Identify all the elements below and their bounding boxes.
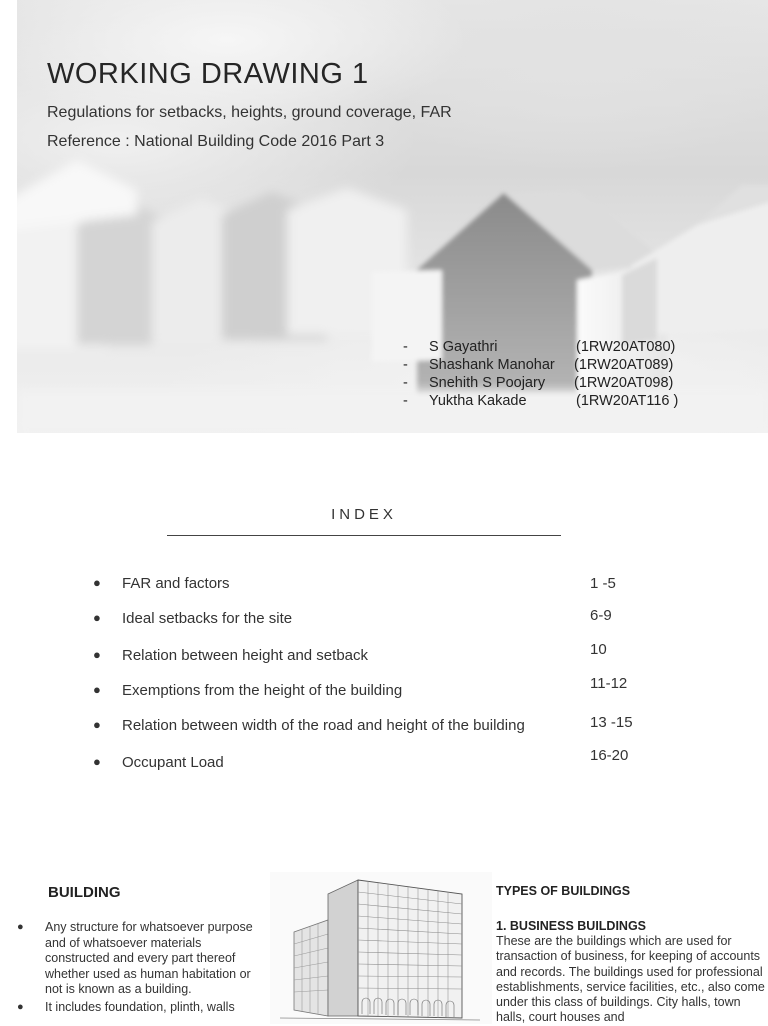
index-item-label: Relation between height and setback: [122, 647, 369, 664]
definition-text: Any structure for whatsoever purpose and of whatsoever materials constructed and every part thereof whether used as human habitation or not is known as a building.: [45, 920, 253, 996]
page-title: WORKING DRAWING 1: [47, 58, 369, 90]
bullet-icon: ●: [93, 682, 101, 697]
index-item-label: Exemptions from the height of the building: [122, 682, 403, 699]
list-item: [0, 920, 268, 998]
index-item-pages: 1 -5: [590, 575, 616, 592]
list-dash: -: [403, 357, 408, 373]
building-heading: BUILDING: [48, 884, 121, 901]
index-item-label: FAR and factors: [122, 575, 230, 592]
definition-text: It includes foundation, plinth, walls: [45, 999, 235, 1014]
bullet-icon: ●: [93, 754, 101, 769]
author-name: Shashank Manohar: [429, 357, 555, 373]
author-id: (1RW20AT089): [574, 357, 674, 373]
index-heading: INDEX: [331, 506, 397, 523]
author-id: (1RW20AT098): [574, 375, 674, 391]
author-name: Snehith S Poojary: [429, 375, 546, 391]
index-item: [0, 675, 768, 702]
index-item-label: Occupant Load: [122, 754, 224, 771]
index-item: [0, 714, 768, 737]
list-dash: -: [403, 339, 408, 355]
bullet-icon: ●: [93, 647, 101, 662]
bullet-icon: ●: [17, 1000, 24, 1013]
business-buildings-heading: 1. BUSINESS BUILDINGS: [496, 919, 647, 933]
types-heading: TYPES OF BUILDINGS: [496, 884, 631, 898]
reference-line: Reference : National Building Code 2016 Part 3: [47, 133, 385, 150]
index-item-pages: 10: [590, 641, 607, 658]
subtitle: Regulations for setbacks, heights, ground coverage, FAR: [47, 104, 452, 121]
index-item: [0, 641, 768, 667]
index-item-label: Relation between width of the road and height of the building: [122, 717, 525, 734]
bullet-icon: ●: [17, 921, 24, 933]
bullet-icon: ●: [93, 575, 101, 590]
list-dash: -: [403, 375, 408, 391]
index-item-pages: 16-20: [590, 747, 629, 764]
index-item: [0, 575, 768, 595]
building-sketch-image: [270, 872, 492, 1024]
author-name: Yuktha Kakade: [429, 393, 527, 409]
index-item: [0, 747, 768, 774]
author-name: S Gayathri: [429, 339, 498, 355]
index-item-pages: 6-9: [590, 607, 612, 624]
index-item: [0, 607, 768, 630]
list-dash: -: [403, 393, 408, 409]
business-buildings-text: These are the buildings which are used for transaction of business, for keeping of accounts and records. The buildings used for professional establishments, service facilities, etc., also come under this class of buildings. City halls, town halls, court houses and: [496, 934, 765, 1025]
building-definition-list: [0, 920, 268, 1017]
author-id: (1RW20AT116 ): [576, 393, 679, 409]
author-id: (1RW20AT080): [576, 339, 676, 355]
bullet-icon: ●: [93, 717, 101, 732]
index-item-pages: 13 -15: [590, 714, 633, 731]
index-divider: [167, 535, 561, 536]
list-item: [0, 1000, 268, 1016]
index-item-label: Ideal setbacks for the site: [122, 610, 293, 627]
bullet-icon: ●: [93, 610, 101, 625]
index-item-pages: 11-12: [590, 675, 628, 692]
cover-banner: [17, 0, 768, 433]
